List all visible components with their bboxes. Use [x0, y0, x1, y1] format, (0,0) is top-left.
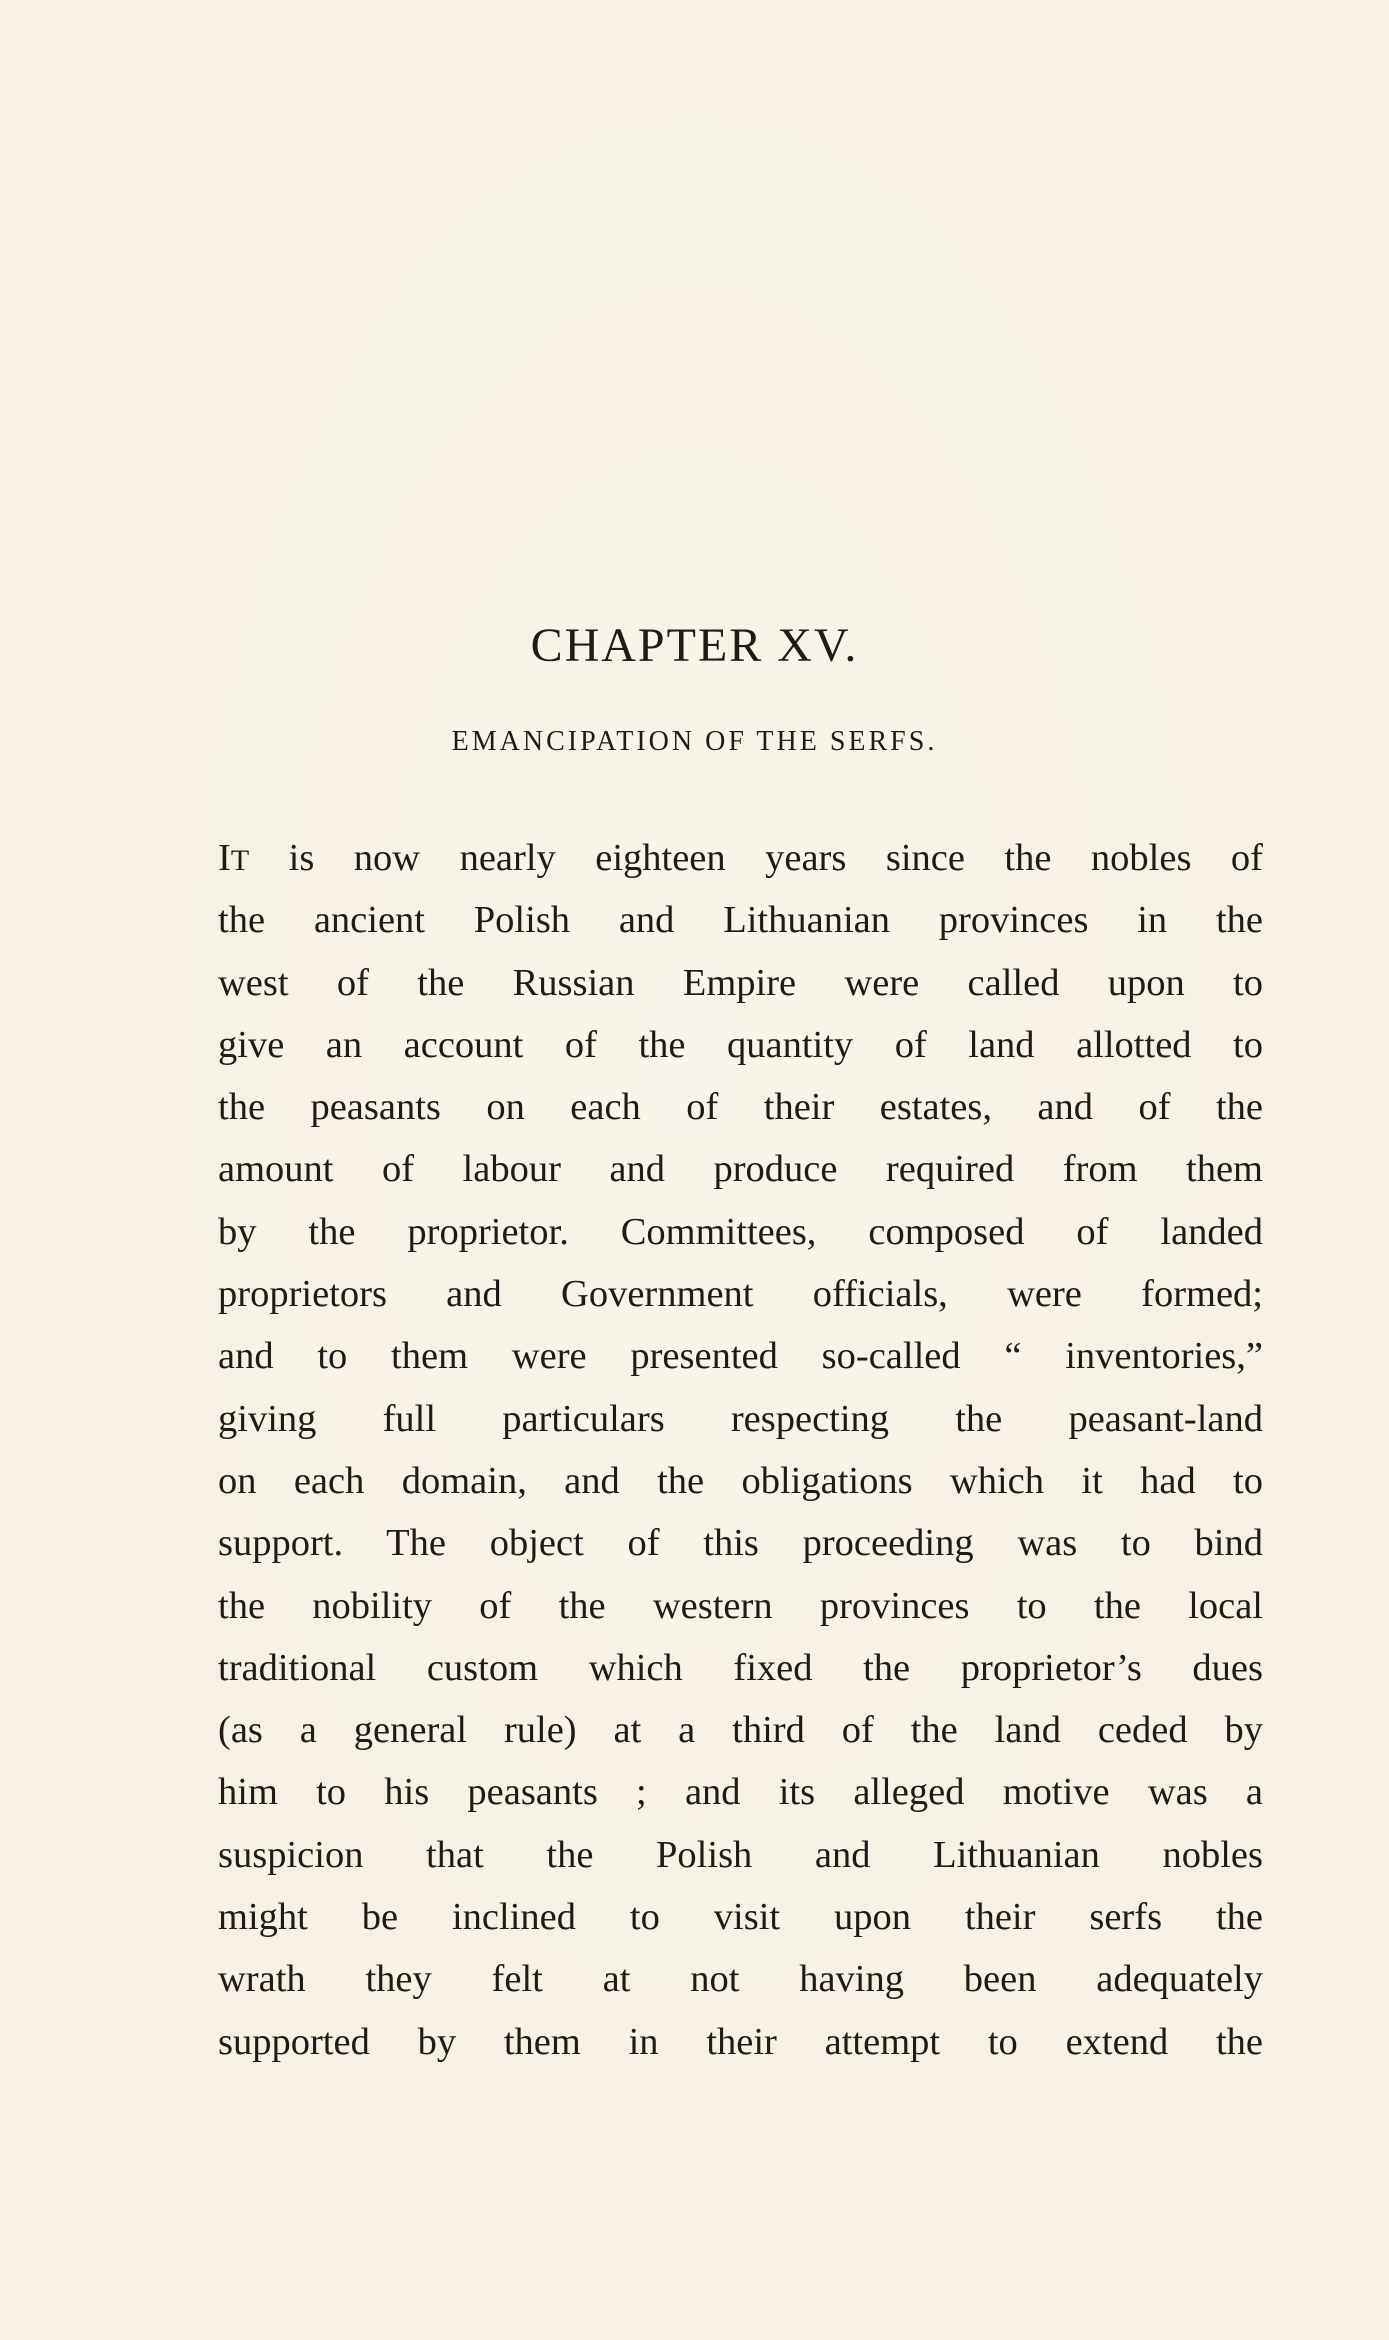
text-line: west of the Russian Empire were called upon to: [218, 961, 1263, 1004]
text-line: support. The object of this proceeding was to bind: [218, 1522, 1263, 1565]
body-text: [218, 827, 1263, 2073]
small-caps-letter: T: [230, 844, 250, 877]
text-line: give an account of the quantity of land allotted to: [218, 1023, 1263, 1066]
text-line: the nobility of the western provinces to the local: [218, 1584, 1263, 1627]
initial-letter: I: [218, 837, 231, 879]
text-line: the ancient Polish and Lithuanian provinces in the: [218, 899, 1263, 942]
text-line: (as a general rule) at a third of the land ceded by: [218, 1709, 1263, 1752]
text-line: the peasants on each of their estates, and of the: [218, 1086, 1263, 1129]
text-line: suspicion that the Polish and Lithuanian nobles: [218, 1833, 1263, 1876]
text-line: on each domain, and the obligations which it had to: [218, 1459, 1263, 1502]
text-line: wrath they felt at not having been adequately: [218, 1958, 1263, 2001]
text-line: giving full particulars respecting the peasant-land: [218, 1397, 1263, 1440]
text-line: by the proprietor. Committees, composed of landed: [218, 1210, 1263, 1253]
text-line: supported by them in their attempt to extend the: [218, 2020, 1263, 2063]
text-line: amount of labour and produce required from them: [218, 1148, 1263, 1191]
text-line: him to his peasants ; and its alleged motive was a: [218, 1771, 1263, 1814]
chapter-subtitle: EMANCIPATION OF THE SERFS.: [451, 726, 938, 757]
text-line: traditional custom which fixed the proprietor’s dues: [218, 1646, 1263, 1689]
first-line-rest: is now nearly eighteen years since the nobles of: [249, 837, 1263, 879]
chapter-title: CHAPTER XV.: [530, 619, 859, 672]
text-line: might be inclined to visit upon their serfs the: [218, 1896, 1263, 1939]
text-line: proprietors and Government officials, were formed;: [218, 1273, 1263, 1316]
text-line: [218, 827, 1263, 889]
text-line: and to them were presented so-called “ inventories,”: [218, 1335, 1263, 1378]
